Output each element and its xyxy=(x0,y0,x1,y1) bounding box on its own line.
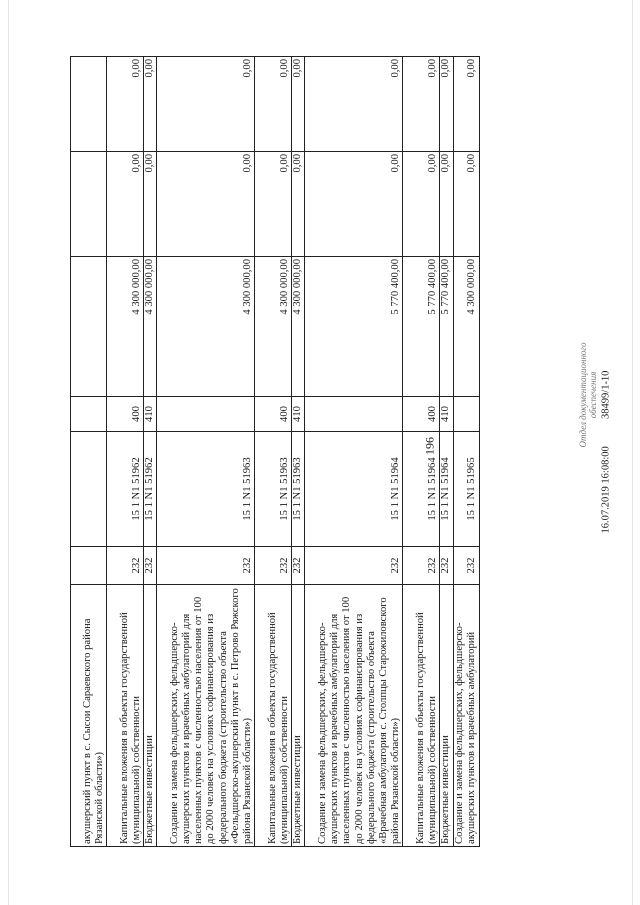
rotated-table-container xyxy=(70,57,570,847)
table-row xyxy=(144,57,157,847)
scan-edge xyxy=(632,0,633,905)
cell-amount-3: 0,00 xyxy=(157,57,255,152)
cell-csr xyxy=(71,432,107,547)
cell-csr: 15 1 N1 51963 xyxy=(157,432,255,547)
table-row xyxy=(71,57,107,847)
cell-amount-3: 0,00 xyxy=(107,57,144,152)
cell-csr: 15 1 N1 51964 xyxy=(305,432,403,547)
table-row xyxy=(453,57,479,847)
cell-vr: 400 xyxy=(107,397,144,432)
cell-grbs: 232 xyxy=(255,547,292,585)
cell-grbs: 232 xyxy=(144,547,157,585)
cell-amount-1: 4 300 000,00 xyxy=(255,257,292,397)
cell-amount-1: 4 300 000,00 xyxy=(157,257,255,397)
cell-amount-2: 0,00 xyxy=(107,152,144,257)
cell-vr xyxy=(71,397,107,432)
cell-grbs: 232 xyxy=(453,547,479,585)
cell-amount-1: 4 300 000,00 xyxy=(453,257,479,397)
cell-amount-3 xyxy=(71,57,107,152)
table-row xyxy=(292,57,305,847)
cell-description: акушерский пункт в с. Сысои Сараевского района Рязанской области») xyxy=(71,585,107,847)
cell-description: Создание и замена фельдшерских, фельдшерско-акушерских пунктов и врачебных амбулаторий для населенных пунктов с численностью населения от 100 до 2000 человек на условиях софинансирования из федерального бюджета (строительство объекта «Фельдшерско-акушерский пункт в с. Петрово Ряжского района Рязанской области») xyxy=(157,585,255,847)
cell-csr: 15 1 N1 51962 xyxy=(144,432,157,547)
stamp-line: обеспечения xyxy=(588,371,598,419)
table-row xyxy=(440,57,453,847)
cell-description: Капитальные вложения в объекты государственной (муниципальной) собственности xyxy=(255,585,292,847)
cell-amount-2: 0,00 xyxy=(144,152,157,257)
cell-amount-1: 5 770 400,00 xyxy=(440,257,453,397)
cell-grbs xyxy=(71,547,107,585)
cell-description: Создание и замена фельдшерских, фельдшерско-акушерских пунктов и врачебных амбулаторий xyxy=(453,585,479,847)
cell-amount-3: 0,00 xyxy=(144,57,157,152)
cell-csr: 15 1 N1 51964 xyxy=(440,432,453,547)
cell-description: Бюджетные инвестиции xyxy=(440,585,453,847)
table-row xyxy=(107,57,144,847)
cell-description: Бюджетные инвестиции xyxy=(144,585,157,847)
cell-amount-2: 0,00 xyxy=(305,152,403,257)
cell-description: Создание и замена фельдшерских, фельдшерско-акушерских пунктов и врачебных амбулаторий для населенных пунктов с численностью населения от 100 до 2000 человек на условиях софинансирования из федерального бюджета (строительство объекта «Врачебная амбулатория с. Столпцы Старожиловского района Рязанской области») xyxy=(305,585,403,847)
cell-vr: 410 xyxy=(144,397,157,432)
cell-amount-1 xyxy=(71,257,107,397)
cell-amount-3: 0,00 xyxy=(255,57,292,152)
cell-amount-2: 0,00 xyxy=(157,152,255,257)
cell-vr: 400 xyxy=(255,397,292,432)
cell-grbs: 232 xyxy=(292,547,305,585)
cell-amount-2: 0,00 xyxy=(453,152,479,257)
cell-vr: 400 xyxy=(403,397,440,432)
page-footer xyxy=(601,371,612,534)
page-number: 196 xyxy=(422,437,437,455)
cell-grbs: 232 xyxy=(403,547,440,585)
footer-doc-id: 38499/1-10 xyxy=(600,370,612,419)
cell-description: Бюджетные инвестиции xyxy=(292,585,305,847)
cell-amount-1: 4 300 000,00 xyxy=(292,257,305,397)
cell-amount-2: 0,00 xyxy=(440,152,453,257)
stamp-line: Отдел документационного xyxy=(578,342,588,448)
table-row xyxy=(157,57,255,847)
cell-csr: 15 1 N1 51964 xyxy=(403,432,440,547)
cell-amount-3: 0,00 xyxy=(292,57,305,152)
footer-timestamp: 16.07.2019 16:08:00 xyxy=(600,446,612,534)
cell-csr: 15 1 N1 51963 xyxy=(255,432,292,547)
cell-vr: 410 xyxy=(440,397,453,432)
cell-grbs: 232 xyxy=(305,547,403,585)
scan-edge xyxy=(8,0,9,905)
cell-amount-2: 0,00 xyxy=(255,152,292,257)
cell-amount-1: 5 770 400,00 xyxy=(305,257,403,397)
table-row xyxy=(403,57,440,847)
cell-amount-2 xyxy=(71,152,107,257)
cell-grbs: 232 xyxy=(107,547,144,585)
cell-amount-2: 0,00 xyxy=(292,152,305,257)
cell-amount-3: 0,00 xyxy=(403,57,440,152)
cell-vr: 410 xyxy=(292,397,305,432)
cell-vr xyxy=(305,397,403,432)
cell-csr: 15 1 N1 51965 xyxy=(453,432,479,547)
cell-grbs: 232 xyxy=(157,547,255,585)
cell-vr xyxy=(453,397,479,432)
cell-amount-3: 0,00 xyxy=(305,57,403,152)
cell-amount-1: 5 770 400,00 xyxy=(403,257,440,397)
cell-amount-2: 0,00 xyxy=(403,152,440,257)
cell-grbs: 232 xyxy=(440,547,453,585)
cell-amount-3: 0,00 xyxy=(440,57,453,152)
budget-table xyxy=(70,56,480,847)
table-row xyxy=(305,57,403,847)
cell-csr: 15 1 N1 51963 xyxy=(292,432,305,547)
cell-amount-1: 4 300 000,00 xyxy=(107,257,144,397)
cell-vr xyxy=(157,397,255,432)
cell-amount-1: 4 300 000,00 xyxy=(144,257,157,397)
cell-amount-3: 0,00 xyxy=(453,57,479,152)
cell-description: Капитальные вложения в объекты государственной (муниципальной) собственности xyxy=(403,585,440,847)
cell-csr: 15 1 N1 51962 xyxy=(107,432,144,547)
cell-description: Капитальные вложения в объекты государственной (муниципальной) собственности xyxy=(107,585,144,847)
budget-table-body xyxy=(71,57,480,847)
department-stamp xyxy=(578,343,598,448)
table-row xyxy=(255,57,292,847)
